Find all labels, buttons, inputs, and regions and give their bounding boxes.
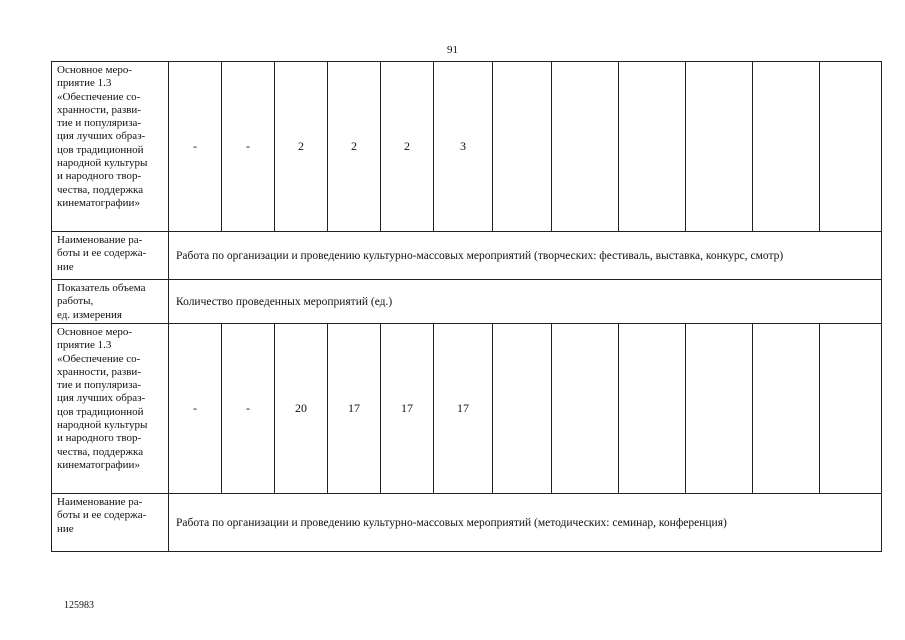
value-cell: - xyxy=(222,62,275,232)
table-row xyxy=(52,62,882,232)
value-cell xyxy=(493,62,552,232)
table-row xyxy=(52,324,882,494)
value-cell: 17 xyxy=(434,324,493,494)
value-cell: 17 xyxy=(328,324,381,494)
value-cell xyxy=(493,324,552,494)
value-cell xyxy=(753,324,820,494)
value-cell: 20 xyxy=(275,324,328,494)
value-cell: - xyxy=(222,324,275,494)
value-cell xyxy=(619,324,686,494)
row-label-work-name: Наименование ра- боты и ее содержа- ние xyxy=(52,232,169,280)
row-label-main-event: Основное меро- приятие 1.3 «Обеспечение со- хранности, разви- тие и популяриза- ция лучших образ- цов традиционной народной культуры и народного твор- чества, поддержка кинематографии» xyxy=(52,324,169,494)
value-cell xyxy=(619,62,686,232)
document-code: 125983 xyxy=(64,600,94,611)
value-cell xyxy=(552,62,619,232)
work-description: Работа по организации и проведению культурно-массовых мероприятий (методических: семинар, конференция) xyxy=(169,494,882,552)
volume-indicator-description: Количество проведенных мероприятий (ед.) xyxy=(169,280,882,324)
value-cell xyxy=(820,62,882,232)
row-label-main-event: Основное меро- приятие 1.3 «Обеспечение со- хранности, разви- тие и популяриза- ция лучших образ- цов традиционной народной культуры и народного твор- чества, поддержка кинематографии» xyxy=(52,62,169,232)
table-row xyxy=(52,280,882,324)
row-label-volume-indicator: Показатель объема работы, ед. измерения xyxy=(52,280,169,324)
row-label-work-name: Наименование ра- боты и ее содержа- ние xyxy=(52,494,169,552)
value-cell xyxy=(686,62,753,232)
value-cell xyxy=(552,324,619,494)
value-cell: - xyxy=(169,324,222,494)
value-cell: 2 xyxy=(381,62,434,232)
value-cell: 2 xyxy=(275,62,328,232)
value-cell: - xyxy=(169,62,222,232)
value-cell xyxy=(820,324,882,494)
value-cell: 3 xyxy=(434,62,493,232)
value-cell: 2 xyxy=(328,62,381,232)
work-description: Работа по организации и проведению культурно-массовых мероприятий (творческих: фестиваль, выставка, конкурс, смотр) xyxy=(169,232,882,280)
table-row xyxy=(52,232,882,280)
indicators-table xyxy=(51,61,882,552)
page-number: 91 xyxy=(447,44,458,56)
value-cell: 17 xyxy=(381,324,434,494)
value-cell xyxy=(753,62,820,232)
table-row xyxy=(52,494,882,552)
value-cell xyxy=(686,324,753,494)
